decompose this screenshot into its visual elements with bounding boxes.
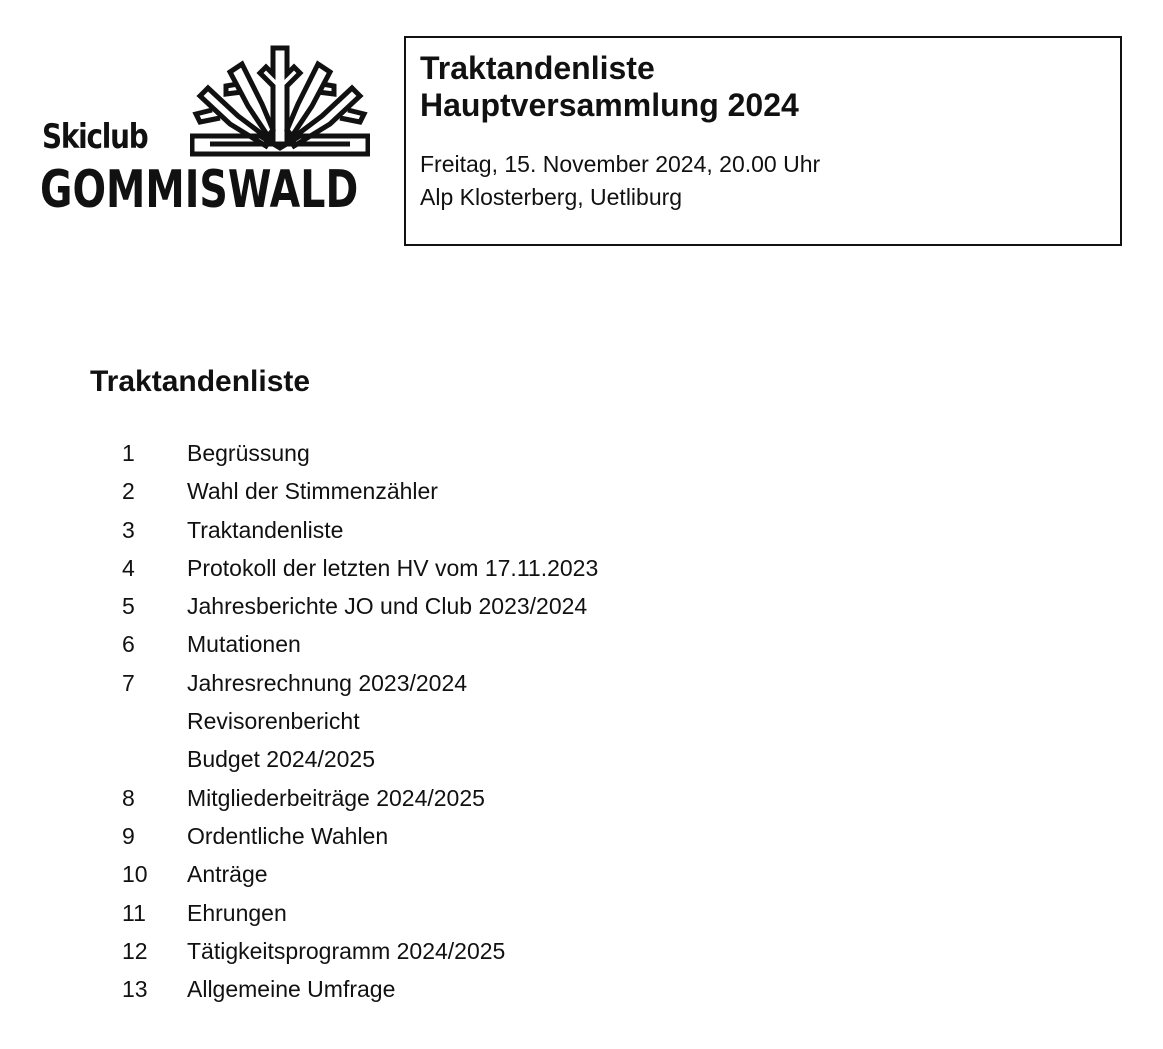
agenda-item-number: 4 <box>122 554 135 581</box>
agenda-item-texts <box>187 549 598 587</box>
agenda-item-texts <box>187 970 395 1008</box>
agenda-item-text: Protokoll der letzten HV vom 17.11.2023 <box>187 554 599 581</box>
club-logo <box>40 44 370 219</box>
section-title: Traktandenliste <box>90 365 311 398</box>
agenda-item-text: Mitgliederbeiträge 2024/2025 <box>187 784 485 811</box>
agenda-item <box>122 932 598 970</box>
agenda-item-number: 13 <box>122 976 148 1003</box>
agenda-item-number: 2 <box>122 478 135 505</box>
agenda-item-text: Tätigkeitsprogramm 2024/2025 <box>187 937 506 964</box>
agenda-item <box>122 817 598 855</box>
agenda-item-number: 6 <box>122 631 135 658</box>
agenda-item-texts <box>187 779 485 817</box>
agenda-item-number: 10 <box>122 861 148 888</box>
agenda-item-texts <box>187 817 388 855</box>
agenda-item-texts <box>187 894 287 932</box>
header-title-line2: Hauptversammlung 2024 <box>420 87 799 123</box>
agenda-item-texts <box>187 587 587 625</box>
agenda-item-texts <box>187 664 467 779</box>
agenda-item <box>122 625 598 663</box>
agenda-item-number: 8 <box>122 784 135 811</box>
agenda-item-texts <box>187 625 301 663</box>
agenda-item <box>122 855 598 893</box>
agenda-item <box>122 970 598 1008</box>
agenda-list <box>122 434 598 1008</box>
agenda-item-number: 9 <box>122 822 135 849</box>
agenda-item-text: Begrüssung <box>187 440 310 466</box>
logo-club-label: Skiclub <box>42 117 148 157</box>
agenda-item-text: Revisorenbericht <box>187 708 360 735</box>
agenda-item-texts <box>187 472 438 510</box>
agenda-item-text: Wahl der Stimmenzähler <box>187 478 438 505</box>
agenda-item-text: Anträge <box>187 861 268 888</box>
agenda-item <box>122 779 598 817</box>
agenda-item-text: Ehrungen <box>187 899 287 926</box>
agenda-item <box>122 434 598 472</box>
agenda-item-texts <box>187 511 343 549</box>
agenda-item <box>122 664 598 779</box>
agenda-item-text: Traktandenliste <box>187 516 344 543</box>
agenda-item-text: Budget 2024/2025 <box>187 746 376 773</box>
agenda-item-number: 12 <box>122 937 148 964</box>
agenda-item-text: Jahresberichte JO und Club 2023/2024 <box>187 593 588 620</box>
agenda-item <box>122 511 598 549</box>
agenda-item-number: 7 <box>122 669 135 696</box>
meeting-location: Alp Klosterberg, Uetliburg <box>420 184 683 210</box>
agenda-item-text: Mutationen <box>187 631 301 658</box>
agenda-item-number: 3 <box>122 516 135 543</box>
header-box <box>404 36 1122 246</box>
agenda-item-text: Ordentliche Wahlen <box>187 822 389 849</box>
meeting-date: Freitag, 15. November 2024, 20.00 Uhr <box>420 151 821 177</box>
snowflake-crown-icon <box>190 44 370 159</box>
agenda-item-texts <box>187 855 268 893</box>
header-title-line1: Traktandenliste <box>420 50 655 86</box>
agenda-item-text: Allgemeine Umfrage <box>187 976 396 1003</box>
logo-club-name: GOMMISWALD <box>40 160 359 220</box>
agenda-item-text: Jahresrechnung 2023/2024 <box>187 669 468 696</box>
agenda-item-number: 1 <box>122 440 135 466</box>
agenda-item-texts <box>187 434 310 472</box>
header-details <box>420 148 1106 214</box>
agenda-item <box>122 894 598 932</box>
agenda-item-texts <box>187 932 505 970</box>
agenda-item <box>122 549 598 587</box>
agenda-item-number: 11 <box>122 899 146 926</box>
agenda-item-number: 5 <box>122 593 135 620</box>
agenda-item <box>122 472 598 510</box>
agenda-item <box>122 587 598 625</box>
